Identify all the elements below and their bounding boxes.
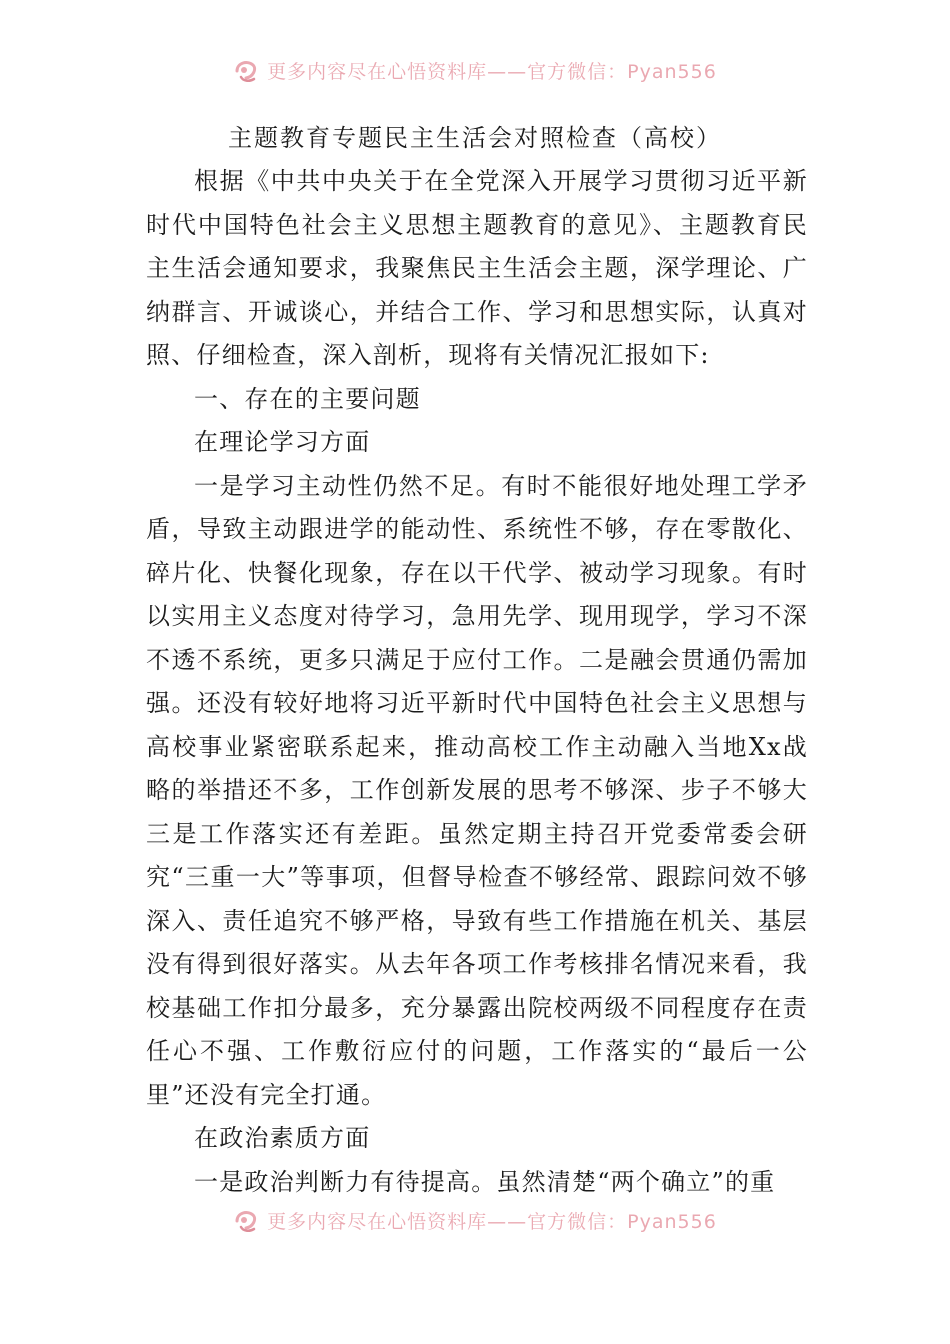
watermark-top xyxy=(0,55,950,85)
subheading-theory-study: 在理论学习方面 xyxy=(194,428,371,456)
paragraph-intro: 根据《中共中央关于在全党深入开展学习贯彻习近平新时代中国特色社会主义思想主题教育的意见》、主题教育民主生活会通知要求，我聚焦民主生活会主题，深学理论、广纳群言、开诚谈心，并结合工作、学习和思想实际，认真对照、仔细检查，深入剖析，现将有关情况汇报如下: xyxy=(146,167,808,369)
subheading-political-quality: 在政治素质方面 xyxy=(194,1124,371,1152)
document-body xyxy=(146,160,808,1204)
paragraph-theory-study: 一是学习主动性仍然不足。有时不能很好地处理工学矛盾，导致主动跟进学的能动性、系统性不够，存在零散化、碎片化、快餐化现象，存在以干代学、被动学习现象。有时以实用主义态度对待学习，急用先学、现用现学，学习不深不透不系统，更多只满足于应付工作。二是融会贯通仍需加强。还没有较好地将习近平新时代中国特色社会主义思想与高校事业紧密联系起来，推动高校工作主动融入当地Xx战略的举措还不多，工作创新发展的思考不够深、步子不够大三是工作落实还有差距。虽然定期主持召开党委常委会研究“三重一大”等事项，但督导检查不够经常、跟踪问效不够深入、责任追究不够严格，导致有些工作措施在机关、基层没有得到很好落实。从去年各项工作考核排名情况来看，我校基础工作扣分最多，充分暴露出院校两级不同程度存在责任心不强、工作敷衍应付的问题，工作落实的“最后一公里”还没有完全打通。 xyxy=(146,471,808,1109)
paragraph-political-quality: 一是政治判断力有待提高。虽然清楚“两个确立”的重 xyxy=(194,1167,776,1196)
watermark-text: 更多内容尽在心悟资料库——官方微信：Pyan556 xyxy=(267,60,717,83)
section-heading-problems: 一、存在的主要问题 xyxy=(194,384,421,413)
watermark-bottom xyxy=(0,1205,950,1235)
document-title: 主题教育专题民主生活会对照检查（高校） xyxy=(228,124,722,152)
watermark-text: 更多内容尽在心悟资料库——官方微信：Pyan556 xyxy=(267,1210,717,1233)
logo-mark-icon xyxy=(233,1207,259,1233)
logo-mark-icon xyxy=(233,57,259,83)
